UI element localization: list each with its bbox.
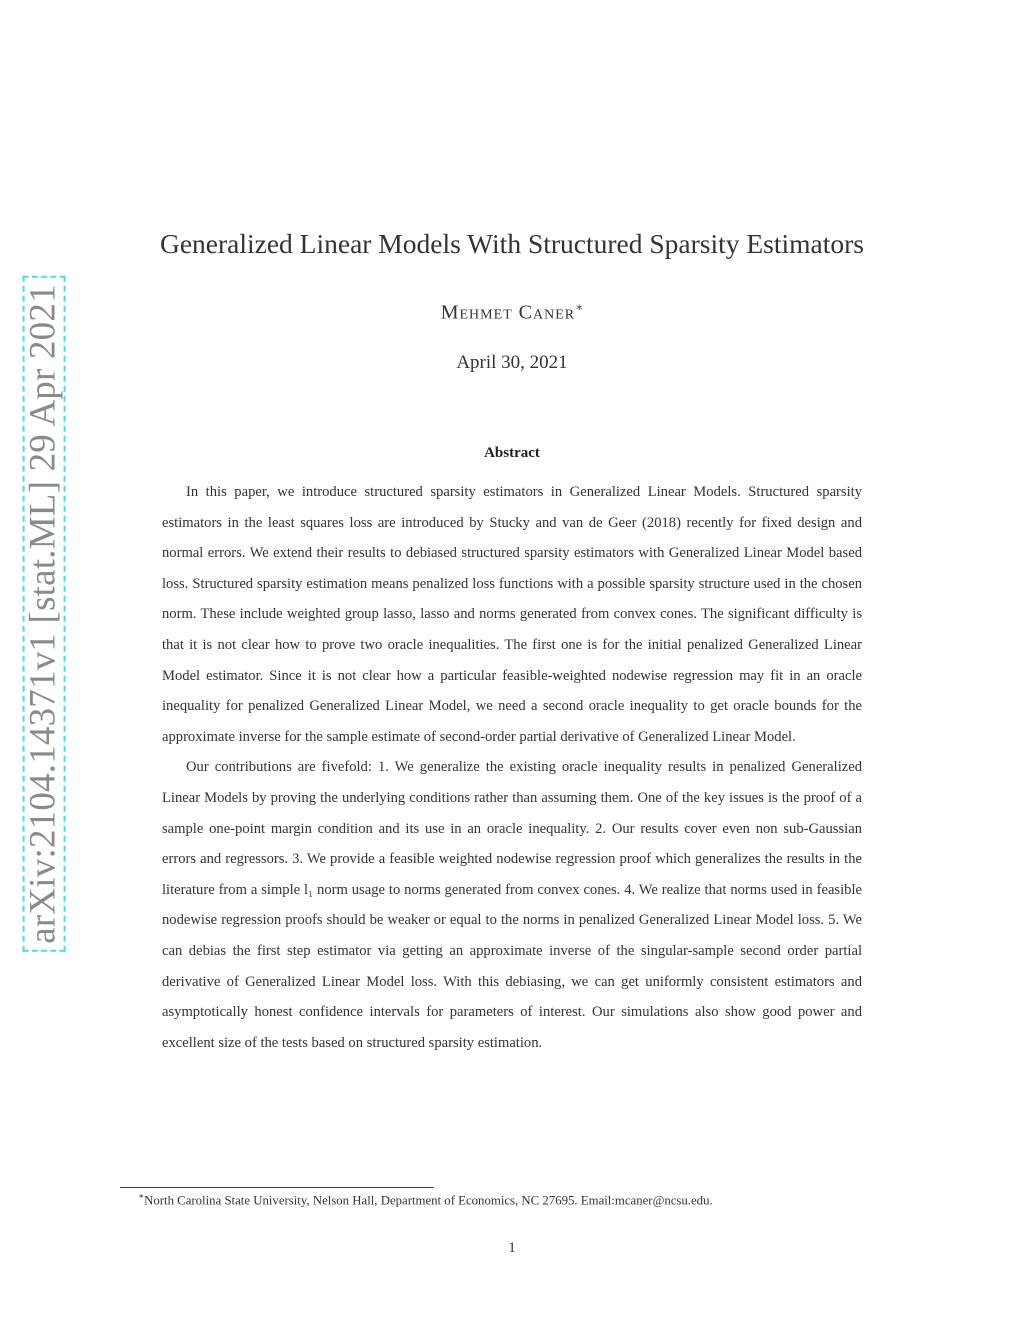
author-line (0, 300, 1024, 325)
page-number: 1 (508, 1240, 516, 1256)
arxiv-identifier: arXiv:2104.14371v1 [stat.ML] 29 Apr 2021 (23, 276, 66, 952)
abstract-body (162, 477, 862, 1058)
author-footnote-mark: ∗ (575, 300, 584, 314)
paper-title: Generalized Linear Models With Structured Sparsity Estimators (159, 228, 865, 259)
paper-date: April 30, 2021 (456, 352, 568, 373)
footnote-text: North Carolina State University, Nelson Hall, Department of Economics, NC 27695. Email:mcaner@ncsu.edu. (144, 1193, 713, 1208)
abstract-paragraph: Our contributions are fivefold: 1. We generalize the existing oracle inequality results in penalized Generalized Linear Models by proving the underlying conditions rather than assuming them. One of the key issues is the proof of a sample one-point margin condition and its use in an oracle inequality. 2. Our results cover even non sub-Gaussian errors and regressors. 3. We provide a feasible weighted nodewise regression proof which generalizes the results in the literature from a simple l₁ norm usage to norms generated from convex cones. 4. We realize that norms used in feasible nodewise regression proofs should be weaker or equal to the norms in penalized Generalized Linear Model loss. 5. We can debias the first step estimator via getting an approximate inverse of the singular-sample second order partial derivative of Generalized Linear Model loss. With this debiasing, we can get uniformly consistent estimators and asymptotically honest confidence intervals for parameters of interest. Our simulations also show good power and excellent size of the tests based on structured sparsity estimation. (162, 759, 862, 1051)
abstract-heading: Abstract (484, 445, 540, 461)
author-name: Mehmet Caner (440, 301, 576, 324)
footnote (138, 1191, 898, 1208)
footnote-rule (120, 1187, 434, 1188)
abstract-paragraph: In this paper, we introduce structured sparsity estimators in Generalized Linear Models. Structured sparsity estimators in the least squares loss are introduced by Stucky and van de Geer (2018) recently for fixed design and normal errors. We extend their results to debiased structured sparsity estimators with Generalized Linear Model based loss. Structured sparsity estimation means penalized loss functions with a possible sparsity structure used in the chosen norm. These include weighted group lasso, lasso and norms generated from convex cones. The significant difficulty is that it is not clear how to prove two oracle inequalities. The first one is for the initial penalized Generalized Linear Model estimator. Since it is not clear how a particular feasible-weighted nodewise regression may fit in an oracle inequality for penalized Generalized Linear Model, we need a second oracle inequality to get oracle bounds for the approximate inverse for the sample estimate of second-order partial derivative of Generalized Linear Model. (162, 484, 862, 745)
footnote-mark: ∗ (138, 1191, 145, 1201)
